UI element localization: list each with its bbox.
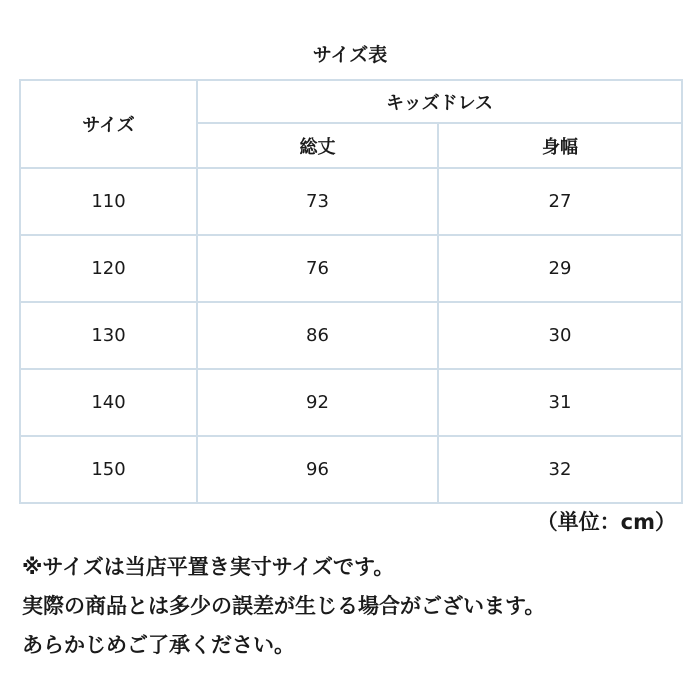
- table-row: [20, 436, 682, 503]
- length-cell: 73: [197, 168, 438, 235]
- width-cell: 29: [438, 235, 682, 302]
- width-cell: 32: [438, 436, 682, 503]
- length-cell: 86: [197, 302, 438, 369]
- note-line: ※サイズは当店平置き実寸サイズです。: [22, 555, 395, 579]
- size-cell: 130: [20, 302, 197, 369]
- table-row: [20, 168, 682, 235]
- table-row: [20, 235, 682, 302]
- size-cell: 110: [20, 168, 197, 235]
- length-cell: 96: [197, 436, 438, 503]
- length-cell: 76: [197, 235, 438, 302]
- size-notes: [22, 548, 682, 665]
- kids-dress-group-header: キッズドレス: [197, 80, 682, 123]
- size-column-header: サイズ: [20, 80, 197, 168]
- width-cell: 31: [438, 369, 682, 436]
- width-cell: 27: [438, 168, 682, 235]
- total-length-header: 総丈: [197, 123, 438, 168]
- note-line: あらかじめご了承ください。: [22, 633, 295, 657]
- body-width-header: 身幅: [438, 123, 682, 168]
- table-row: [20, 302, 682, 369]
- length-cell: 92: [197, 369, 438, 436]
- note-line: 実際の商品とは多少の誤差が生じる場合がございます。: [22, 594, 546, 618]
- size-cell: 150: [20, 436, 197, 503]
- size-cell: 140: [20, 369, 197, 436]
- size-cell: 120: [20, 235, 197, 302]
- width-cell: 30: [438, 302, 682, 369]
- size-chart-title: サイズ表: [312, 44, 388, 66]
- table-header-row: [20, 80, 682, 123]
- unit-label: （単位：cm）: [536, 510, 676, 534]
- table-row: [20, 369, 682, 436]
- size-table: [19, 79, 683, 504]
